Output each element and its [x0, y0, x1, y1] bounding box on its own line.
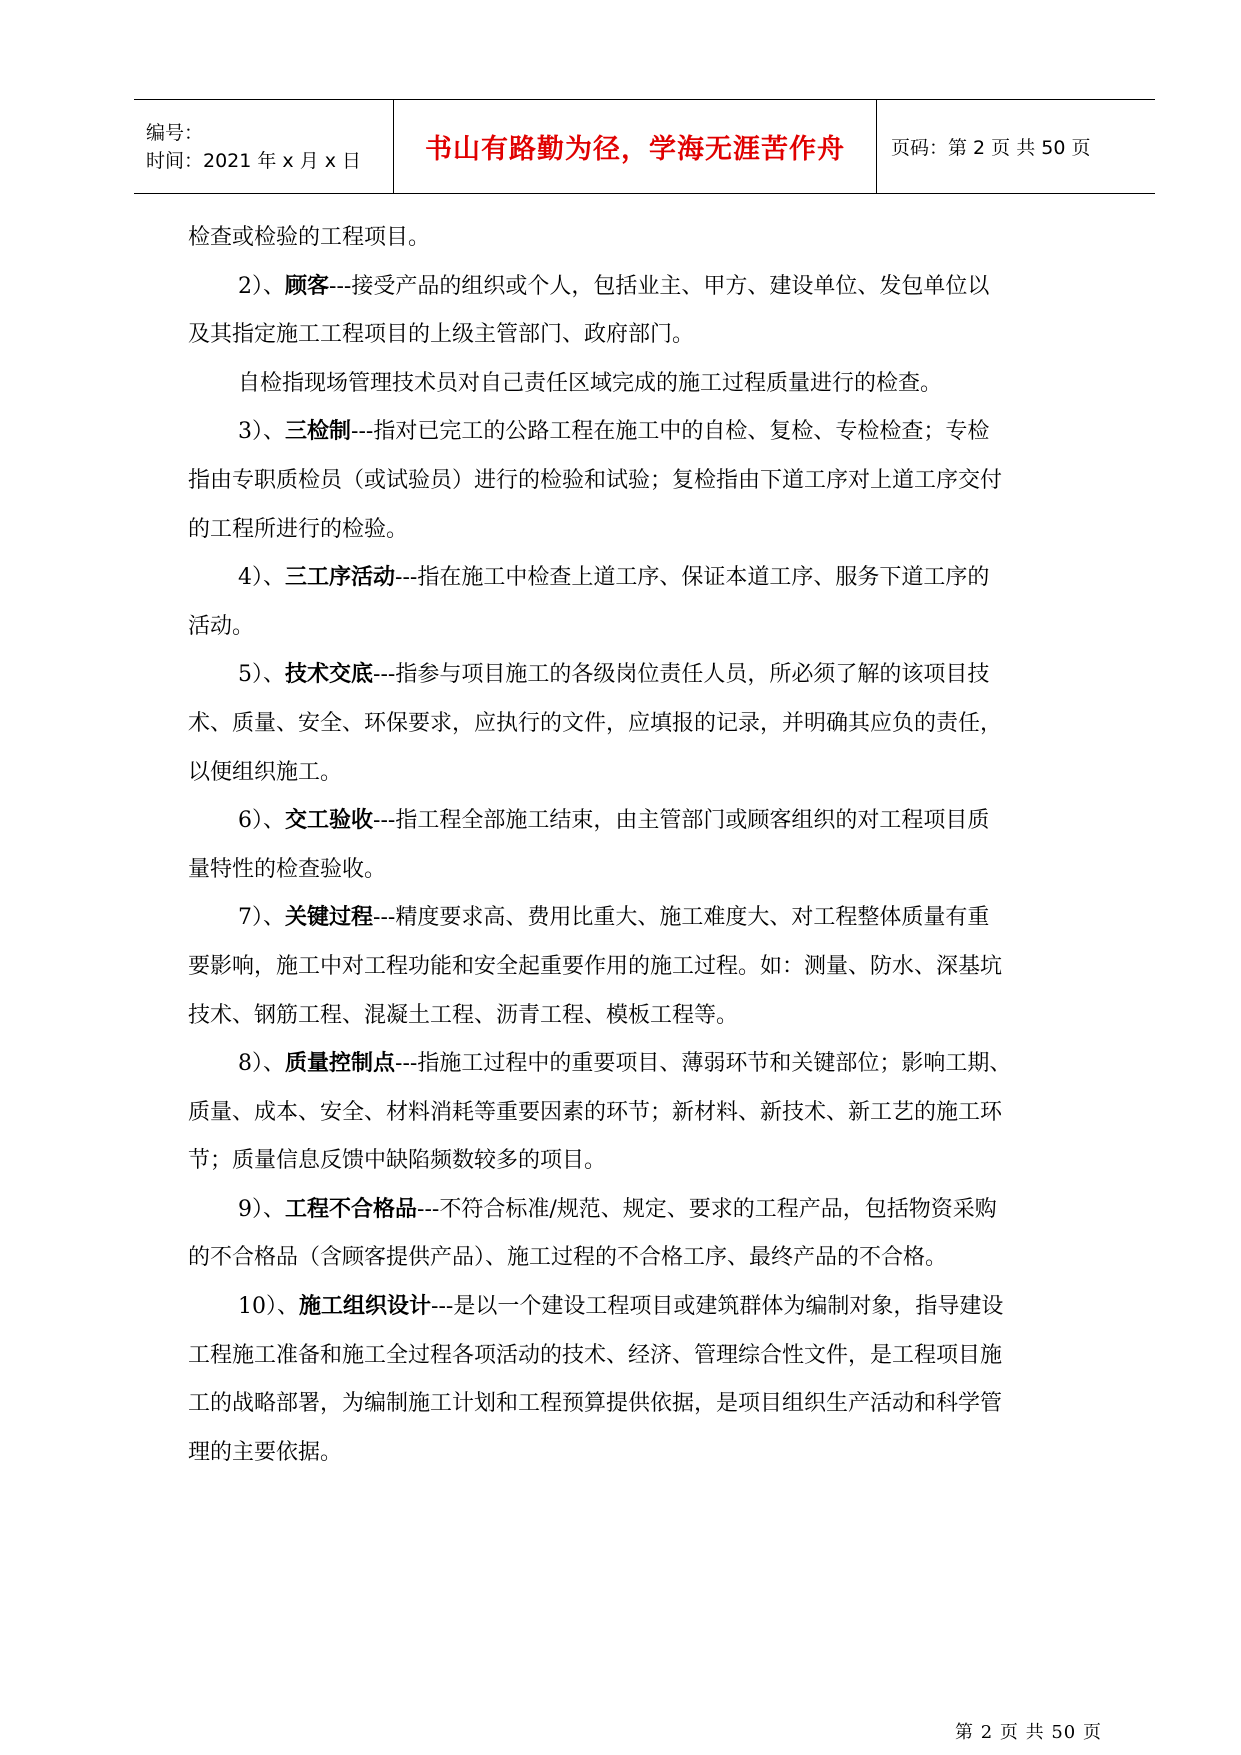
term: 交工验收 [285, 808, 374, 834]
item-number: 9）、 [238, 1196, 285, 1222]
header-left-cell [134, 100, 394, 193]
body-line [188, 1234, 1113, 1283]
item-number: 10）、 [238, 1294, 299, 1320]
term: 工程不合格品 [285, 1196, 418, 1222]
line-text: 自检指现场管理技术员对自己责任区域完成的施工过程质量进行的检查。 [238, 370, 943, 396]
line-text: ---接受产品的组织或个人，包括业主、甲方、建设单位、发包单位以 [329, 273, 990, 299]
body-line [188, 1040, 1113, 1089]
line-text: 的不合格品（含顾客提供产品）、施工过程的不合格工序、最终产品的不合格。 [188, 1245, 948, 1271]
body-line [188, 603, 1113, 652]
line-text: 节；质量信息反馈中缺陷频数较多的项目。 [188, 1148, 607, 1174]
body-line [188, 311, 1113, 360]
line-text: 及其指定施工工程项目的上级主管部门、政府部门。 [188, 322, 695, 348]
body-line [188, 992, 1113, 1041]
body-line [188, 408, 1113, 457]
header-middle-cell [394, 100, 877, 193]
term: 施工组织设计 [299, 1294, 432, 1320]
line-text: 技术、钢筋工程、混凝土工程、沥青工程、模板工程等。 [188, 1002, 739, 1028]
item-number: 3）、 [238, 419, 285, 445]
body-line [188, 360, 1113, 409]
body-line [188, 1429, 1113, 1478]
line-text: 工的战略部署，为编制施工计划和工程预算提供依据，是项目组织生产活动和科学管 [188, 1391, 1003, 1417]
body-line [188, 457, 1113, 506]
line-text: ---是以一个建设工程项目或建筑群体为编制对象，指导建设 [431, 1294, 1004, 1320]
term: 技术交底 [285, 662, 374, 688]
page-info: 页码：第 2 页 共 50 页 [891, 137, 1091, 159]
body-line [188, 1283, 1113, 1332]
line-text: ---指对已完工的公路工程在施工中的自检、复检、专检检查；专检 [351, 419, 990, 445]
line-text: 的工程所进行的检验。 [188, 516, 409, 542]
body-line [188, 1089, 1113, 1138]
line-text: ---不符合标准/规范、规定、要求的工程产品，包括物资采购 [417, 1196, 997, 1222]
line-text: 以便组织施工。 [188, 759, 343, 785]
body-line [188, 1380, 1113, 1429]
item-number: 7）、 [238, 905, 285, 931]
code-label: 编号： [146, 121, 204, 144]
term: 三检制 [285, 419, 352, 445]
body-line [188, 894, 1113, 943]
body-line [188, 1137, 1113, 1186]
item-number: 6）、 [238, 808, 285, 834]
line-text: ---指参与项目施工的各级岗位责任人员，所必须了解的该项目技 [373, 662, 990, 688]
body-line [188, 700, 1113, 749]
time-text: 时间：2021 年 x 月 x 日 [146, 149, 362, 172]
body-line [188, 214, 1113, 263]
line-text: 要影响，施工中对工程功能和安全起重要作用的施工过程。如：测量、防水、深基坑 [188, 953, 1003, 979]
term: 三工序活动 [285, 565, 396, 591]
line-text: 工程施工准备和施工全过程各项活动的技术、经济、管理综合性文件，是工程项目施 [188, 1342, 1003, 1368]
line-text: ---指工程全部施工结束，由主管部门或顾客组织的对工程项目质 [373, 808, 990, 834]
item-number: 4）、 [238, 565, 285, 591]
body-line [188, 797, 1113, 846]
line-text: 指由专职质检员（或试验员）进行的检验和试验；复检指由下道工序对上道工序交付 [188, 467, 1003, 493]
line-text: 活动。 [188, 613, 255, 639]
header-right-cell [877, 100, 1155, 193]
item-number: 2）、 [238, 273, 285, 299]
body-line [188, 846, 1113, 895]
item-number: 8）、 [238, 1051, 285, 1077]
body-line [188, 651, 1113, 700]
term: 顾客 [285, 273, 330, 299]
body-line [188, 1332, 1113, 1381]
header-table [134, 99, 1155, 194]
line-text: 检查或检验的工程项目。 [188, 225, 431, 250]
term: 质量控制点 [285, 1051, 396, 1077]
line-text: ---指施工过程中的重要项目、薄弱环节和关键部位；影响工期、 [395, 1051, 1012, 1077]
body-line [188, 943, 1113, 992]
document-body [188, 214, 1113, 1477]
body-line [188, 506, 1113, 555]
body-line [188, 749, 1113, 798]
body-line [188, 263, 1113, 312]
line-text: ---指在施工中检查上道工序、保证本道工序、服务下道工序的 [395, 565, 990, 591]
term: 关键过程 [285, 905, 374, 931]
page-footer: 第 2 页 共 50 页 [955, 1722, 1102, 1743]
body-line [188, 1186, 1113, 1235]
line-text: 量特性的检查验收。 [188, 856, 387, 882]
line-text: 术、质量、安全、环保要求，应执行的文件，应填报的记录，并明确其应负的责任， [188, 710, 1003, 736]
body-line [188, 554, 1113, 603]
line-text: 理的主要依据。 [188, 1439, 343, 1465]
motto: 书山有路勤为径，学海无涯苦作舟 [425, 134, 845, 165]
line-text: 质量、成本、安全、材料消耗等重要因素的环节；新材料、新技术、新工艺的施工环 [188, 1099, 1003, 1125]
item-number: 5）、 [238, 662, 285, 688]
line-text: ---精度要求高、费用比重大、施工难度大、对工程整体质量有重 [373, 905, 990, 931]
